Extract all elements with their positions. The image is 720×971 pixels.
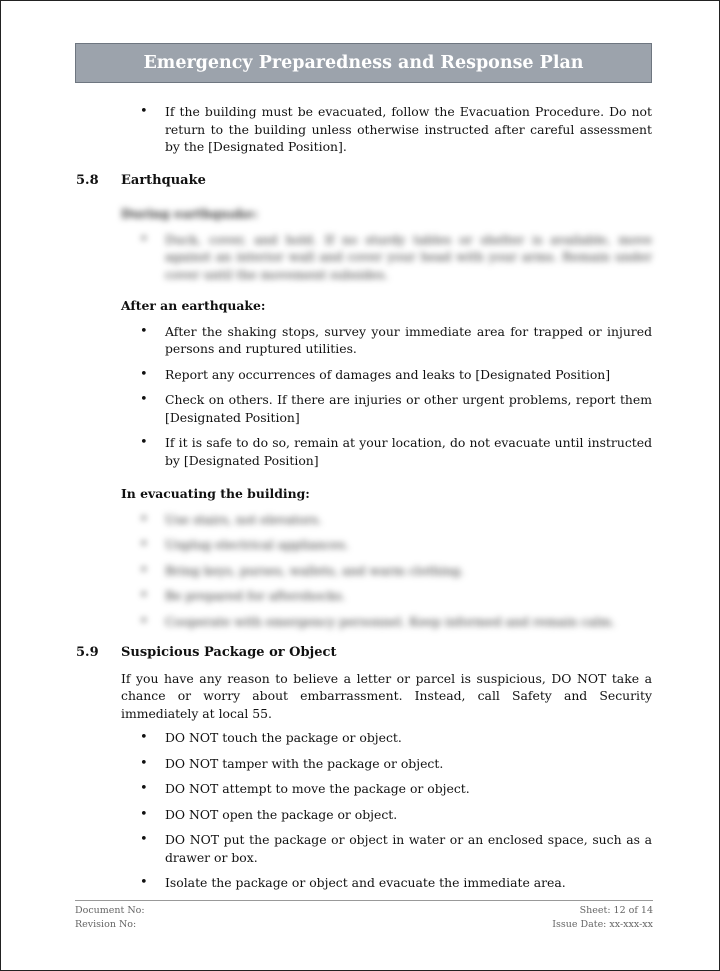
list-item: • DO NOT put the package or object in water or an enclosed space, such as a drawer or box. (121, 831, 652, 866)
suspicious-package-paragraph: If you have any reason to believe a letter or parcel is suspicious, DO NOT take a chance or worry about embarrassment. Instead, call Safety and Security immediately at local 55. (121, 670, 652, 721)
section-heading-earthquake (76, 172, 652, 190)
section-heading-suspicious-package (76, 644, 652, 662)
during-bullet-list (121, 231, 652, 284)
page-footer (75, 900, 653, 932)
list-item: • DO NOT tamper with the package or object. (121, 755, 652, 773)
list-item: • DO NOT open the package or object. (121, 806, 652, 824)
after-bullet-list (121, 323, 652, 470)
list-item: • Report any occurrences of damages and leaks to [Designated Position] (121, 366, 652, 384)
document-body (76, 103, 652, 900)
footer-issue-date: Issue Date: xx-xxx-xx (552, 919, 653, 930)
section-number: 5.8 (76, 172, 99, 188)
intro-bullet-list (121, 103, 652, 156)
section-title: Earthquake (121, 172, 206, 188)
list-item: • DO NOT touch the package or object. (121, 729, 652, 747)
section-title: Suspicious Package or Object (121, 645, 337, 660)
list-item: • DO NOT attempt to move the package or object. (121, 780, 652, 798)
list-item: • If the building must be evacuated, follow the Evacuation Procedure. Do not return to the building unless otherwise instructed after careful assessment by the [Designated Position]. (121, 103, 652, 156)
document-title: Emergency Preparedness and Response Plan (143, 53, 584, 73)
suspicious-package-bullet-list (121, 729, 652, 892)
footer-document-no: Document No: (75, 905, 145, 916)
evacuating-bullet-list (121, 511, 652, 631)
list-item: • Cooperate with emergency personnel. Keep informed and remain calm. (121, 613, 652, 631)
list-item: • Be prepared for aftershocks. (121, 587, 652, 605)
list-item: • Unplug electrical appliances. (121, 536, 652, 554)
list-item: • Use stairs, not elevators. (121, 511, 652, 529)
blurred-during-earthquake-block (121, 205, 652, 283)
list-item: • Duck, cover, and hold. If no sturdy tables or shelter is available, move against an interior wall and cover your head with your arms. Remain under cover until the movement subsides. (121, 231, 652, 284)
subheading-after: After an earthquake: (121, 298, 266, 313)
footer-revision-no: Revision No: (75, 919, 137, 930)
list-item: • Isolate the package or object and evacuate the immediate area. (121, 874, 652, 892)
document-title-bar (75, 43, 652, 83)
subheading-evacuating: In evacuating the building: (121, 486, 310, 501)
footer-sheet: Sheet: 12 of 14 (579, 905, 653, 916)
list-item: • If it is safe to do so, remain at your location, do not evacuate until instructed by [Designated Position] (121, 434, 652, 469)
section-number: 5.9 (76, 645, 99, 660)
subheading-during: During earthquake: (121, 206, 258, 221)
list-item: • Bring keys, purses, wallets, and warm clothing. (121, 562, 652, 580)
list-item: • Check on others. If there are injuries or other urgent problems, report them [Designated Position] (121, 391, 652, 426)
list-item: • After the shaking stops, survey your immediate area for trapped or injured persons and ruptured utilities. (121, 323, 652, 358)
